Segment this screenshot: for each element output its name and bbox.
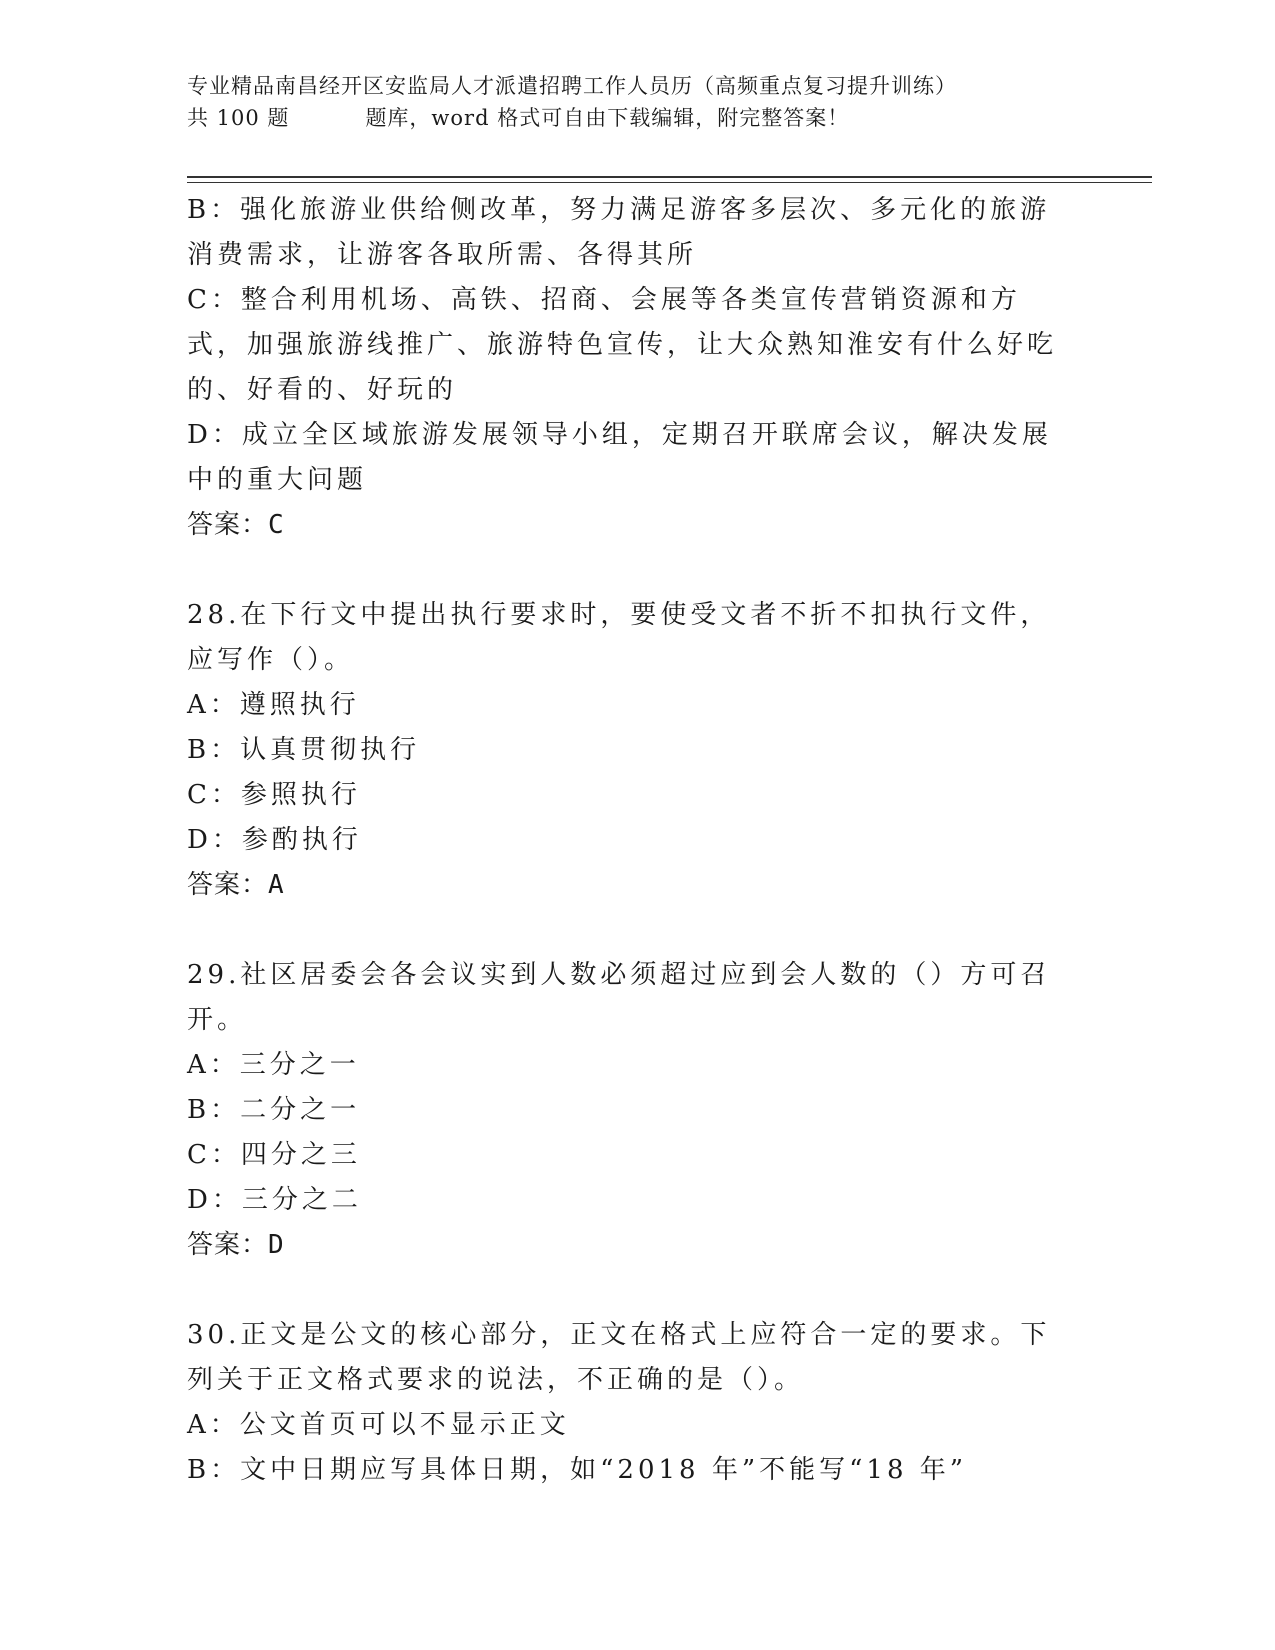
header-rule: [187, 176, 1152, 178]
option-c: C：整合利用机场、高铁、招商、会展等各类宣传营销资源和方式，加强旅游线推广、旅游特色宣传，让大众熟知淮安有什么好吃的、好看的、好玩的: [187, 285, 1058, 405]
answer-value: C: [268, 510, 285, 540]
answer-value: D: [268, 1230, 285, 1260]
document-body: [187, 188, 1077, 1493]
answer-line: [187, 863, 1077, 908]
option-d: D：成立全区域旅游发展领导小组，定期召开联席会议，解决发展中的重大问题: [187, 420, 1052, 495]
option-b: B：认真贯彻执行: [187, 735, 421, 765]
option-b: B：二分之一: [187, 1095, 361, 1125]
answer-value: A: [268, 870, 285, 900]
option-c: C：四分之三: [187, 1140, 361, 1170]
question-text: 30.正文是公文的核心部分，正文在格式上应符合一定的要求。下列关于正文格式要求的说法，不正确的是（）。: [187, 1320, 1051, 1395]
question-text: 29.社区居委会各会议实到人数必须超过应到会人数的（）方可召开。: [187, 960, 1051, 1035]
header-count: 共 100 题: [187, 106, 290, 130]
question-block-27: [187, 188, 1077, 548]
question-text: 28.在下行文中提出执行要求时，要使受文者不折不扣执行文件，应写作（）。: [187, 600, 1051, 675]
option-d: D：三分之二: [187, 1185, 362, 1215]
question-block-28: [187, 593, 1077, 908]
option-a: A：公文首页可以不显示正文: [187, 1410, 570, 1440]
option-b: B：强化旅游业供给侧改革，努力满足游客多层次、多元化的旅游消费需求，让游客各取所需、各得其所: [187, 195, 1051, 270]
question-block-30: [187, 1313, 1077, 1493]
option-b: B：文中日期应写具体日期，如“2018 年”不能写“18 年”: [187, 1455, 968, 1485]
question-block-29: [187, 953, 1077, 1268]
header-subtitle: [187, 102, 1087, 134]
header-title: 专业精品南昌经开区安监局人才派遣招聘工作人员历（高频重点复习提升训练）: [187, 74, 957, 98]
option-d: D：参酌执行: [187, 825, 362, 855]
page-header: [187, 70, 1087, 134]
header-rule-thin: [187, 182, 1152, 183]
answer-label: 答案：: [187, 510, 269, 540]
answer-label: 答案：: [187, 870, 269, 900]
option-c: C：参照执行: [187, 780, 361, 810]
header-note: 题库，word 格式可自由下载编辑，附完整答案！: [365, 106, 850, 130]
answer-line: [187, 503, 1077, 548]
answer-label: 答案：: [187, 1230, 269, 1260]
option-a: A：三分之一: [187, 1050, 360, 1080]
answer-line: [187, 1223, 1077, 1268]
option-a: A：遵照执行: [187, 690, 360, 720]
